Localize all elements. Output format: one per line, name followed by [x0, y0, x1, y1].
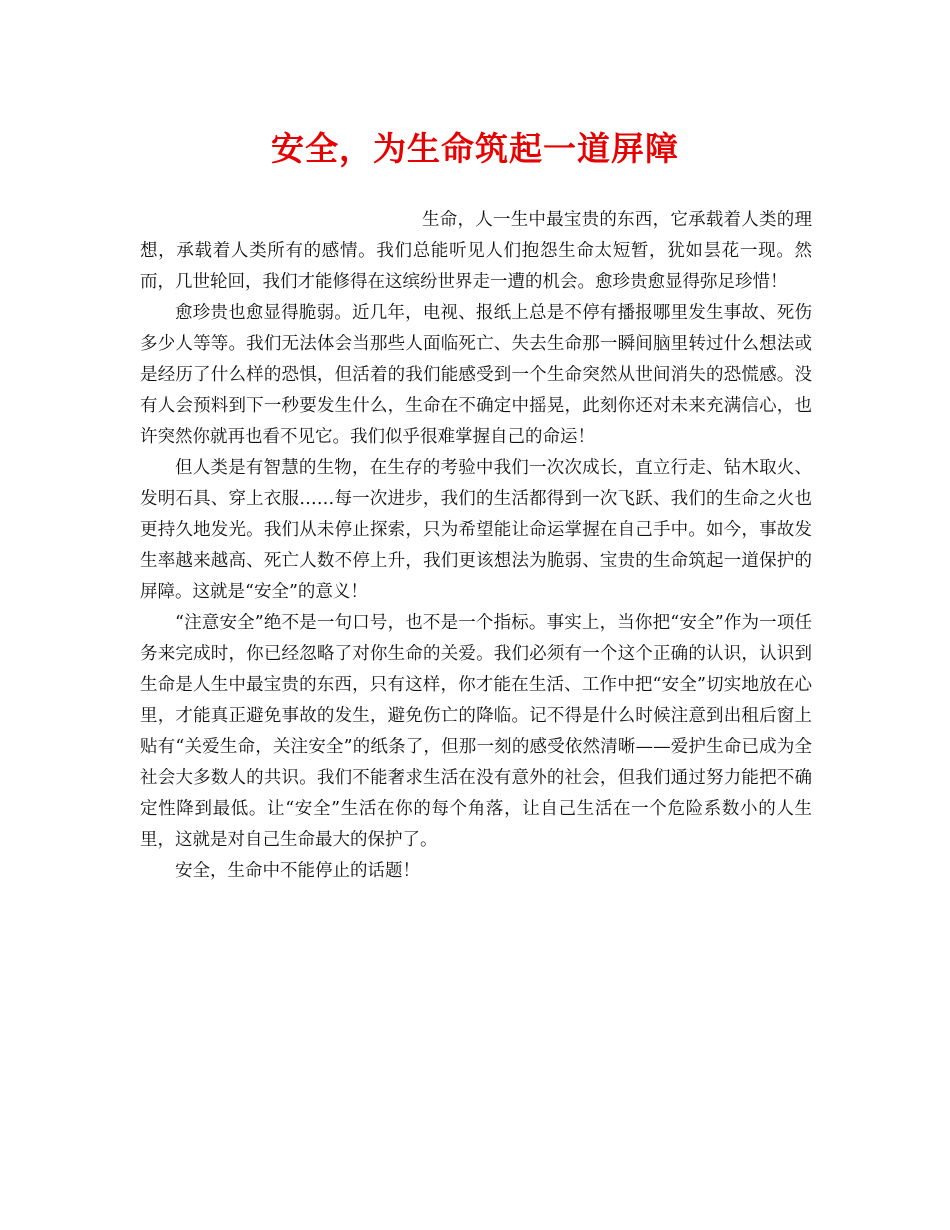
- paragraph-1: 生命，人一生中最宝贵的东西，它承载着人类的理想，承载着人类所有的感情。我们总能听见人们抱怨生命太短暂，犹如昙花一现。然而，几世轮回，我们才能修得在这缤纷世界走一遭的机会。愈珍贵愈显得弥足珍惜！: [140, 210, 812, 292]
- paragraph-4: “注意安全”绝不是一句口号，也不是一个指标。事实上，当你把“安全”作为一项任务来完成时，你已经忽略了对你生命的关爱。我们必须有一个这个正确的认识，认识到生命是人生中最宝贵的东西，只有这样，你才能在生活、工作中把“安全”切实地放在心里，才能真正避免事故的发生，避免伤亡的降临。记不得是什么时候注意到出租后窗上贴有“关爱生命，关注安全”的纸条了，但那一刻的感受依然清晰——爱护生命已成为全社会大多数人的共识。我们不能奢求生活在没有意外的社会，但我们通过努力能把不确定性降到最低。让“安全”生活在你的每个角落，让自己生活在一个危险系数小的人生里，这就是对自己生命最大的保护了。: [140, 613, 812, 850]
- paragraph-3: 但人类是有智慧的生物，在生存的考验中我们一次次成长，直立行走、钻木取火、发明石具、穿上衣服……每一次进步，我们的生活都得到一次飞跃、我们的生命之火也更持久地发光。我们从未停止探索，只为希望能让命运掌握在自己手中。如今，事故发生率越来越高、死亡人数不停上升，我们更该想法为脆弱、宝贵的生命筑起一道保护的屏障。这就是“安全”的意义！: [140, 458, 812, 602]
- document-body: [140, 205, 812, 887]
- paragraph-5: 安全，生命中不能停止的话题！: [175, 861, 420, 881]
- paragraph-2: 愈珍贵也愈显得脆弱。近几年，电视、报纸上总是不停有播报哪里发生事故、死伤多少人等等。我们无法体会当那些人面临死亡、失去生命那一瞬间脑里转过什么想法或是经历了什么样的恐惧，但活着的我们能感受到一个生命突然从世间消失的恐慌感。没有人会预料到下一秒要发生什么，生命在不确定中摇晃，此刻你还对未来充满信心，也许突然你就再也看不见它。我们似乎很难掌握自己的命运！: [140, 303, 812, 447]
- document-title: 安全，为生命筑起一道屏障: [271, 129, 679, 168]
